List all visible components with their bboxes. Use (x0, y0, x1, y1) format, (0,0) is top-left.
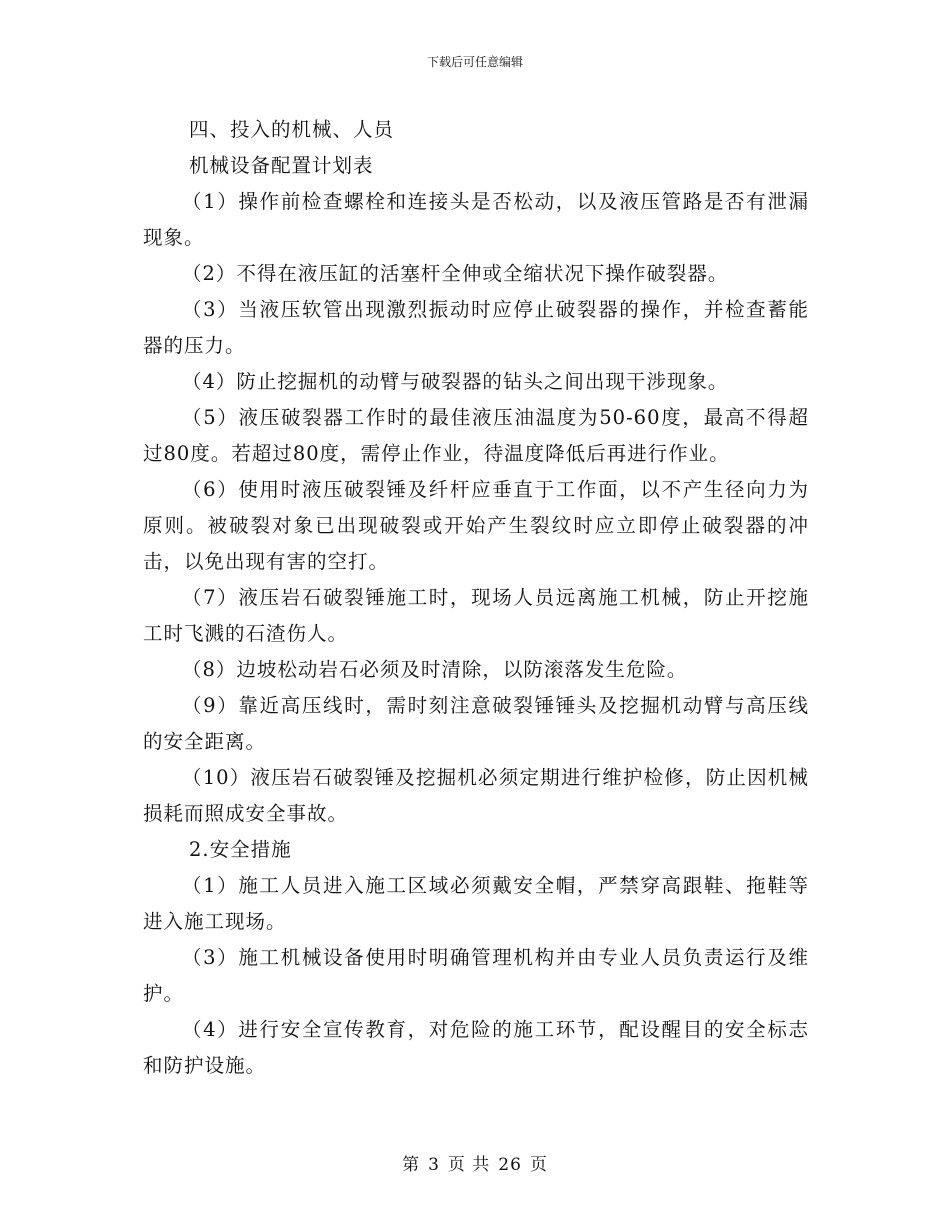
safety-item-1: （1）施工人员进入施工区域必须戴安全帽，严禁穿高跟鞋、拖鞋等进入施工现场。 (143, 874, 809, 933)
footer-prefix: 第 (402, 1155, 421, 1175)
footer-total-pages: 26 (498, 1155, 522, 1175)
equipment-note-7: （7）液压岩石破裂锤施工时，现场人员远离施工机械，防止开挖施工时飞溅的石渣伤人。 (143, 586, 809, 645)
equipment-note-1: （1）操作前检查螺栓和连接头是否松动，以及液压管路是否有泄漏现象。 (143, 190, 809, 249)
equipment-note-10: （10）液压岩石破裂锤及挖掘机必须定期进行维护检修，防止因机械损耗而照成安全事故。 (143, 766, 809, 825)
equipment-note-2: （2）不得在液压缸的活塞杆全伸或全缩状况下操作破裂器。 (182, 262, 729, 285)
safety-item-3: （3）施工机械设备使用时明确管理机构并由专业人员负责运行及维护。 (143, 946, 809, 1005)
equipment-note-6: （6）使用时液压破裂锤及纤杆应垂直于工作面，以不产生径向力为原则。被破裂对象已出现破裂或开始产生裂纹时应立即停止破裂器的冲击，以免出现有害的空打。 (143, 478, 809, 573)
page-footer (0, 1153, 950, 1177)
document-body (143, 112, 809, 1084)
safety-title: 2.安全措施 (189, 838, 292, 861)
safety-item-4: （4）进行安全宣传教育，对危险的施工环节，配设醒目的安全标志和防护设施。 (143, 1018, 809, 1077)
equipment-note-5: （5）液压破裂器工作时的最佳液压油温度为50-60度，最高不得超过80度。若超过80度，需停止作业，待温度降低后再进行作业。 (143, 406, 809, 465)
equipment-note-8: （8）边坡松动岩石必须及时清除，以防滚落发生危险。 (182, 658, 688, 681)
footer-page-number: 3 (428, 1155, 440, 1175)
equipment-note-3: （3）当液压软管出现激烈振动时应停止破裂器的操作，并检查蓄能器的压力。 (143, 298, 809, 357)
equipment-note-9: （9）靠近高压线时，需时刻注意破裂锤锤头及挖掘机动臂与高压线的安全距离。 (143, 694, 809, 753)
equipment-note-4: （4）防止挖掘机的动臂与破裂器的钻头之间出现干涉现象。 (182, 370, 729, 393)
footer-suffix: 页 (529, 1155, 548, 1175)
section-title: 四、投入的机械、人员 (189, 118, 395, 141)
table-title: 机械设备配置计划表 (189, 154, 374, 177)
page-header: 下载后可任意编辑 (426, 55, 523, 69)
footer-middle: 页 共 (447, 1155, 491, 1175)
